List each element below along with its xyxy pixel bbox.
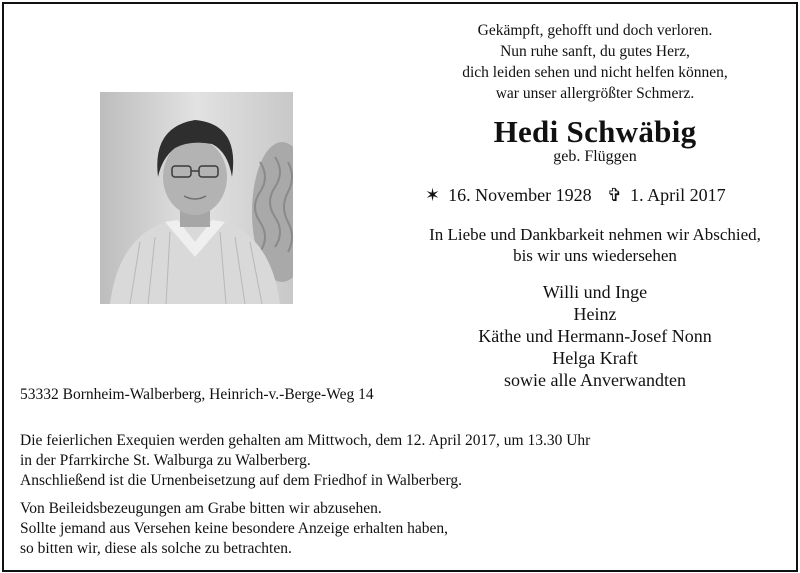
deceased-name: Hedi Schwäbig — [493, 114, 697, 149]
death-info — [607, 185, 726, 206]
poem-line: war unser allergrößter Schmerz. — [495, 85, 695, 102]
poem-line: Nun ruhe sanft, du gutes Herz, — [500, 43, 690, 60]
funeral-service-info — [20, 431, 590, 491]
service-line: Die feierlichen Exequien werden gehalten am Mittwoch, dem 12. April 2017, um 13.30 Uhr — [20, 432, 591, 449]
condolence-line: so bitten wir, diese als solche zu betrachten. — [20, 540, 292, 557]
family-address: 53332 Bornheim-Walberberg, Heinrich-v.-Berge-Weg 14 — [20, 386, 374, 403]
birth-star-icon: ✶ — [425, 185, 441, 205]
mourner-name: Heinz — [573, 304, 617, 324]
farewell-text — [390, 224, 800, 266]
maiden-name: geb. Flüggen — [553, 148, 637, 165]
birth-date: 16. November 1928 — [448, 185, 592, 205]
mourner-name: sowie alle Anverwandten — [504, 370, 686, 390]
mourner-name: Käthe und Hermann-Josef Nonn — [478, 326, 712, 346]
farewell-line: In Liebe und Dankbarkeit nehmen wir Abschied, — [429, 225, 761, 244]
condolence-line: Von Beileidsbezeugungen am Grabe bitten wir abzusehen. — [20, 500, 382, 517]
death-date: 1. April 2017 — [630, 185, 726, 205]
death-cross-icon: ✞ — [607, 185, 623, 205]
service-line: in der Pfarrkirche St. Walburga zu Walberberg. — [20, 452, 311, 469]
memorial-poem — [400, 20, 790, 104]
mourners-list — [400, 281, 790, 391]
farewell-line: bis wir uns wiedersehen — [513, 246, 677, 265]
service-line: Anschließend ist die Urnenbeisetzung auf dem Friedhof in Walberberg. — [20, 472, 462, 489]
poem-line: Gekämpft, gehofft und doch verloren. — [477, 22, 713, 39]
birth-info — [425, 185, 592, 206]
mourner-name: Helga Kraft — [552, 348, 638, 368]
portrait-photo — [100, 92, 293, 304]
condolence-line: Sollte jemand aus Versehen keine besondere Anzeige erhalten haben, — [20, 520, 448, 537]
poem-line: dich leiden sehen und nicht helfen können, — [462, 64, 728, 81]
mourner-name: Willi und Inge — [542, 282, 648, 302]
condolence-note — [20, 499, 448, 559]
